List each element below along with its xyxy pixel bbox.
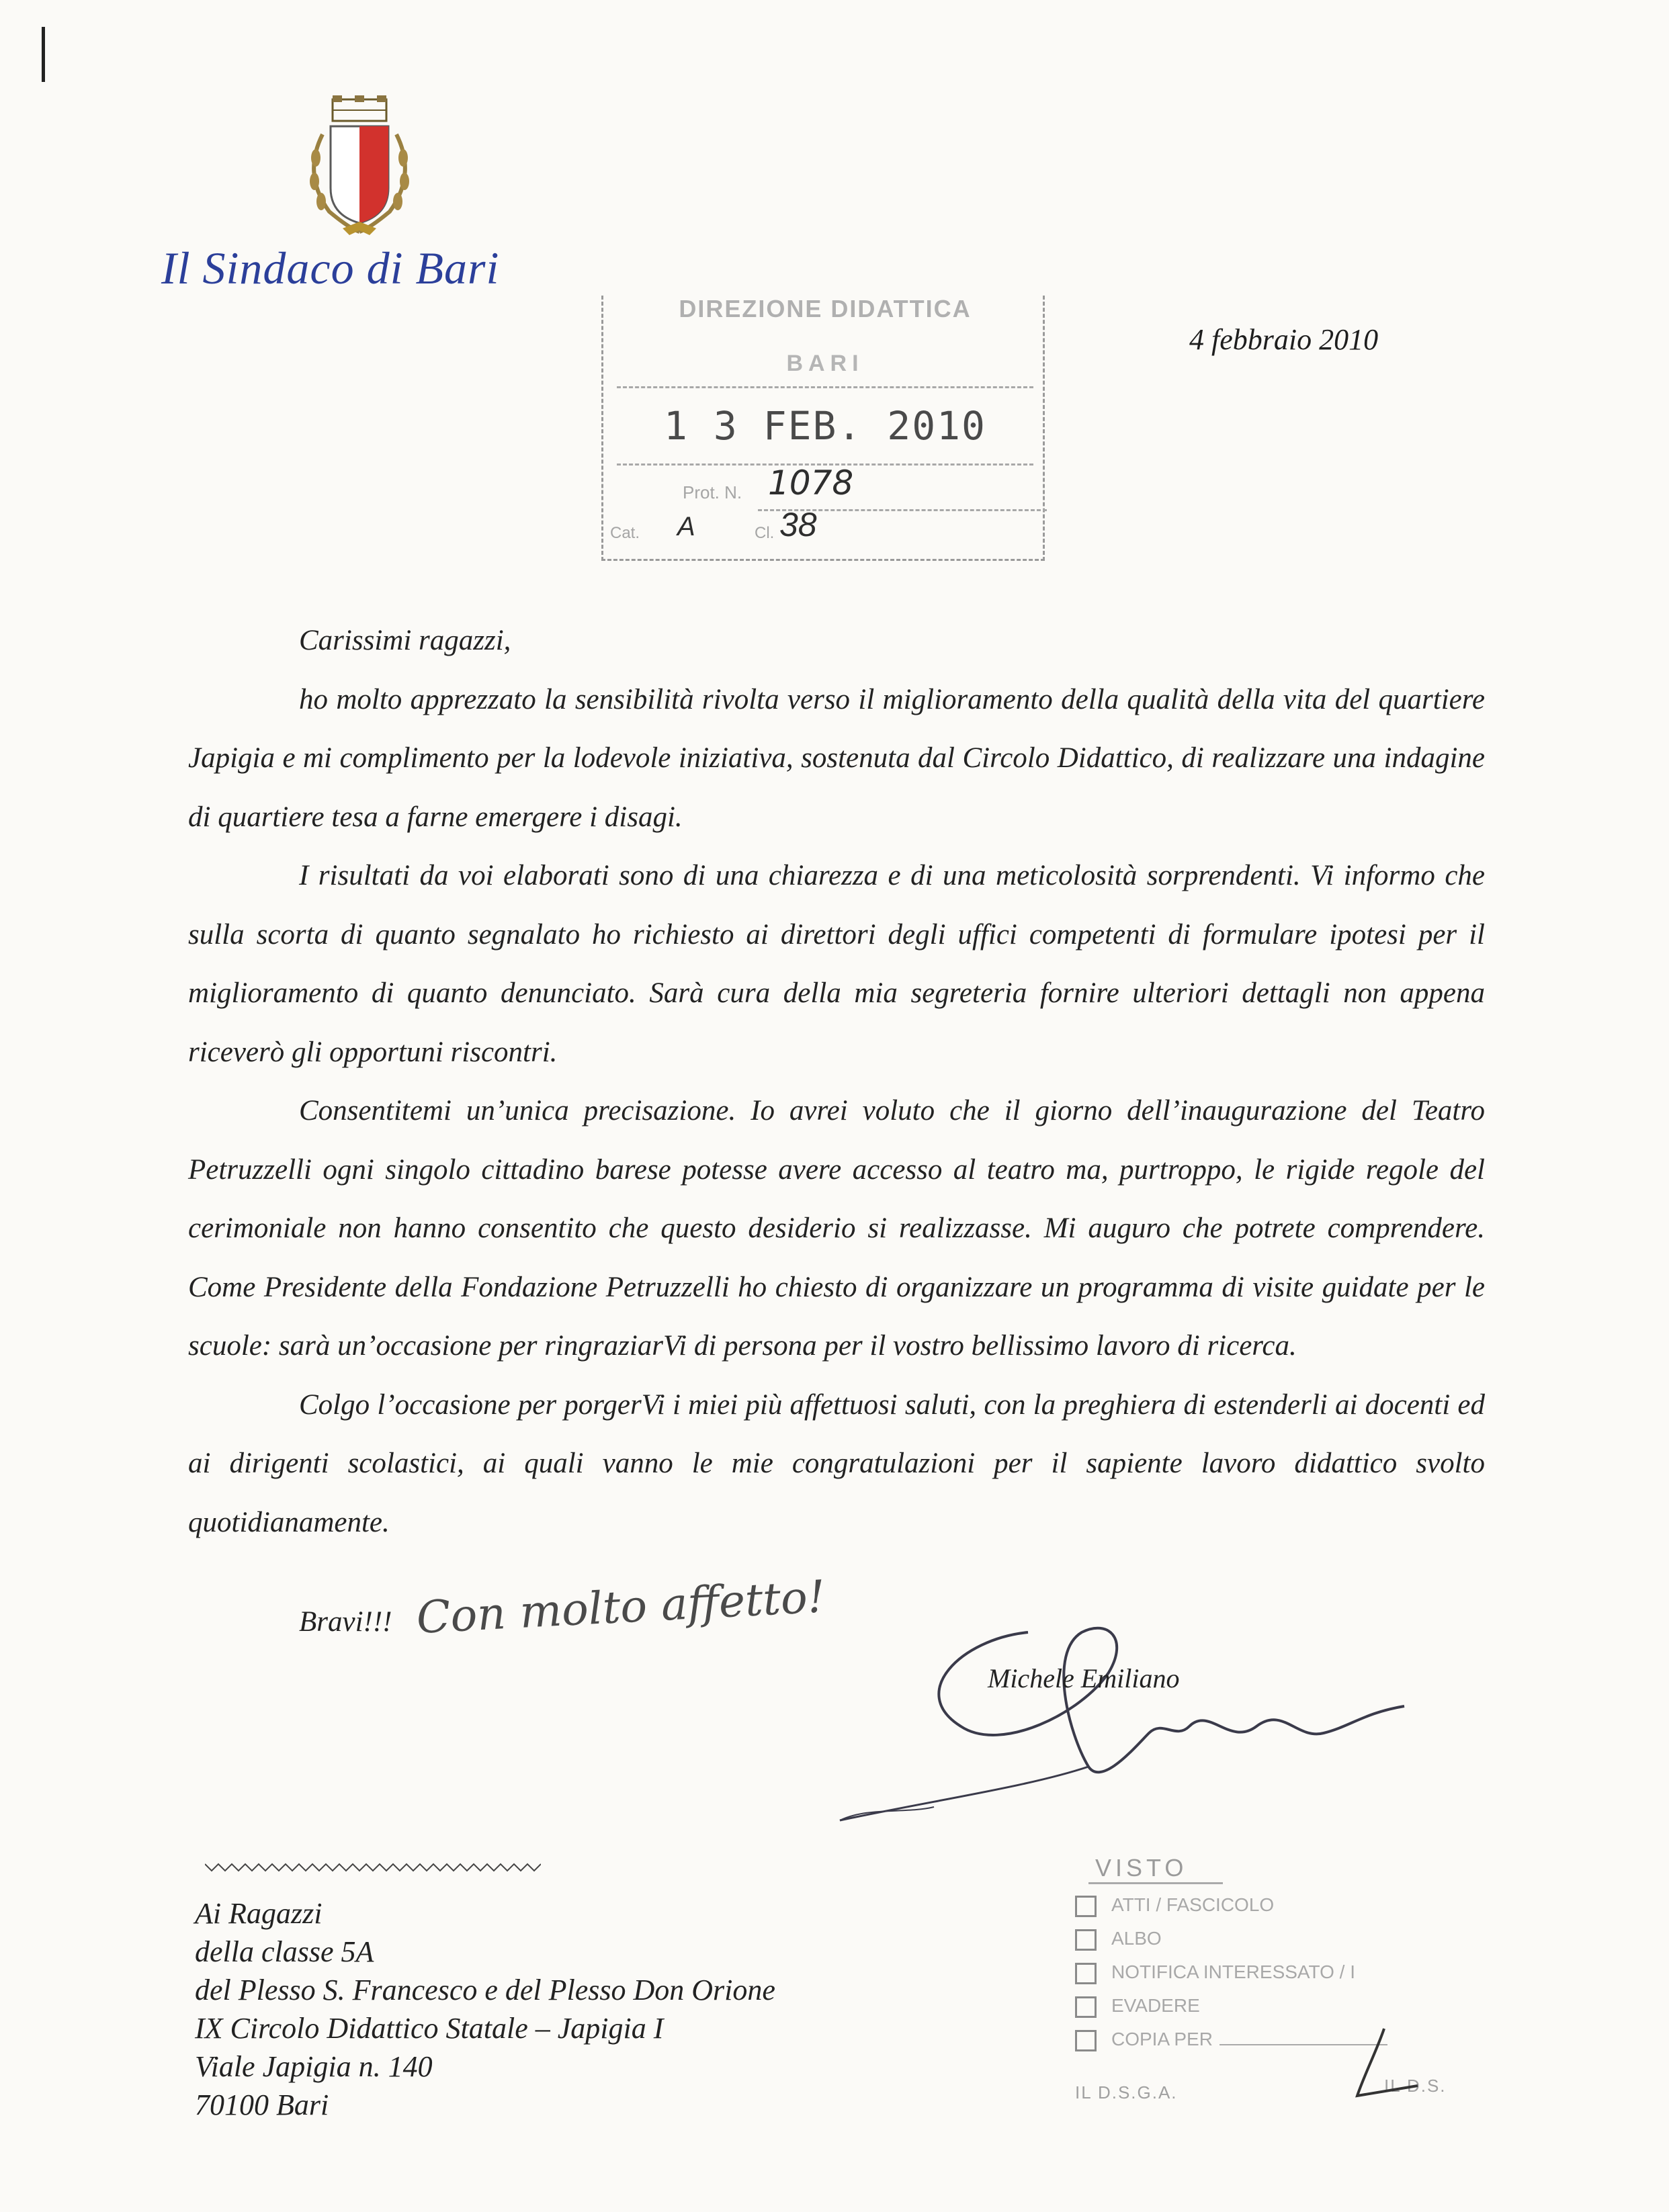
handwritten-note: Con molto affetto! (415, 1570, 827, 1644)
letter-body (188, 611, 1485, 1552)
visto-option: COPIA PER (1075, 2029, 1387, 2051)
checkbox-icon (1075, 1963, 1097, 1984)
body-paragraph: I risultati da voi elaborati sono di una chiarezza e di una meticolosità sorprendenti. Vi informo che sulla scorta di quanto segnalato ho richiesto ai direttori degli uffici competenti di formulare ipotesi per il miglioramento di quanto denunciato. Sarà cura della mia segreteria fornire ulteriori dettagli non appena riceverò gli opportuni riscontri. (188, 860, 1485, 1068)
recipient-address (195, 1894, 775, 2124)
visto-underline (1088, 1882, 1223, 1884)
address-line: IX Circolo Didattico Statale – Japigia I (195, 2012, 664, 2045)
stamp-cl-value: 38 (779, 506, 817, 543)
address-line: della classe 5A (195, 1935, 374, 1968)
stamp-prot-label: Prot. N. (683, 482, 742, 502)
address-line: del Plesso S. Francesco e del Plesso Don Orione (195, 1974, 775, 2006)
stamp-cat-label: Cat. (610, 524, 640, 542)
stamp-city: BARI (786, 351, 864, 376)
visto-option: ATTI / FASCICOLO (1075, 1894, 1274, 1917)
protocol-stamp (601, 296, 1045, 561)
stamp-divider (617, 386, 1033, 388)
signature-icon (826, 1612, 1458, 1827)
closing-line: Bravi!!! (299, 1606, 392, 1638)
zigzag-divider (205, 1861, 541, 1874)
stamp-cl-label: Cl. (755, 524, 775, 542)
visto-option: NOTIFICA INTERESSATO / I (1075, 1961, 1355, 1984)
checkbox-icon (1075, 1929, 1097, 1951)
body-paragraph: ho molto apprezzato la sensibilità rivolta verso il miglioramento della qualità della vita del quartiere Japigia e mi complimento per la lodevole iniziativa, sostenuta dal Circolo Didattico, di realizzare una indagine di quartiere tesa a farne emergere i disagi. (188, 683, 1485, 833)
letter-date: 4 febbraio 2010 (1189, 323, 1379, 356)
address-line: 70100 Bari (195, 2088, 329, 2121)
initials-mark-icon (1337, 2022, 1424, 2103)
stamp-date: 1 3 FEB. 2010 (664, 403, 986, 449)
body-paragraph: Consentitemi un’unica precisazione. Io avrei voluto che il giorno dell’inaugurazione del Teatro Petruzzelli ogni singolo cittadino barese potesse avere accesso al teatro ma, purtroppo, le rigide regole del cerimoniale non hanno consentito che questo desiderio si realizzasse. Mi auguro che potrete comprendere. Come Presidente della Fondazione Petruzzelli ho chiesto di organizzare un programma di visite guidate per le scuole: sarà un’occasione per ringraziarVi di persona per il vostro bellissimo lavoro di ricerca. (188, 1095, 1485, 1362)
margin-mark (42, 27, 45, 82)
checkbox-icon (1075, 1996, 1097, 2018)
stamp-cat-value: A (677, 512, 695, 541)
salutation: Carissimi ragazzi, (299, 625, 511, 656)
signatory-name: Michele Emiliano (988, 1663, 1180, 1693)
city-of-bari-crest-icon (296, 94, 423, 238)
stamp-header: DIREZIONE DIDATTICA (679, 295, 972, 322)
body-paragraph: Colgo l’occasione per porgerVi i miei più affettuosi saluti, con la preghiera di estenderli ai docenti ed ai dirigenti scolastici, ai quali vanno le mie congratulazioni per il sapiente lavoro didattico svolto quotidianamente. (188, 1388, 1485, 1538)
visto-title: VISTO (1095, 1854, 1188, 1882)
address-line: Ai Ragazzi (195, 1897, 323, 1930)
office-title: Il Sindaco di Bari (161, 242, 500, 294)
visto-footer-right: IL D.S. (1384, 2076, 1447, 2096)
checkbox-icon (1075, 2030, 1097, 2051)
visto-option: ALBO (1075, 1928, 1162, 1951)
address-line: Viale Japigia n. 140 (195, 2050, 433, 2083)
checkbox-icon (1075, 1896, 1097, 1917)
stamp-prot-value: 1078 (768, 463, 854, 502)
visto-option: EVADERE (1075, 1995, 1200, 2018)
visto-footer-left: IL D.S.G.A. (1075, 2082, 1178, 2103)
